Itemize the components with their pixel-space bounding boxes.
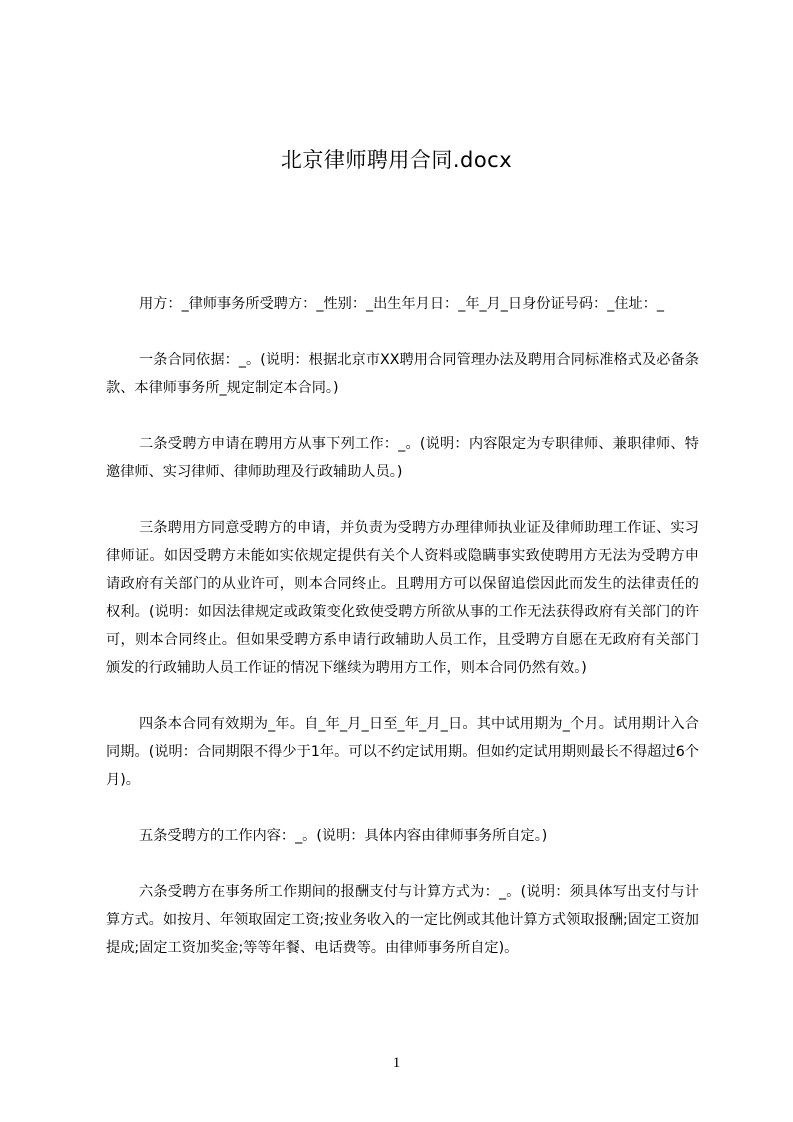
document-title: 北京律师聘用合同.docx — [280, 148, 513, 172]
paragraph-article-4: 四条本合同有效期为_年。自_年_月_日至_年_月_日。其中试用期为_个月。试用期计入合同期。(说明：合同期限不得少于1年。可以不约定试用期。但如约定试用期则最长不得超过6个月)。 — [106, 716, 699, 788]
paragraph-article-5: 五条受聘方的工作内容：_。(说明：具体内容由律师事务所自定。) — [139, 828, 548, 844]
paragraph-article-2: 二条受聘方申请在聘用方从事下列工作：_。(说明：内容限定为专职律师、兼职律师、特邀律师、实习律师、律师助理及行政辅助人员。) — [106, 436, 699, 480]
paragraph-parties: 用方：_律师事务所受聘方：_性别：_出生年月日：_年_月_日身份证号码：_住址：_ — [139, 296, 664, 312]
document-body — [106, 290, 699, 962]
paragraph-article-3: 三条聘用方同意受聘方的申请，并负责为受聘方办理律师执业证及律师助理工作证、实习律师证。如因受聘方未能如实依规定提供有关个人资料或隐瞒事实致使聘用方无法为受聘方申请政府有关部门的从业许可，则本合同终止。且聘用方可以保留追偿因此而发生的法律责任的权利。(说明：如因法律规定或政策变化致使受聘方所欲从事的工作无法获得政府有关部门的许可，则本合同终止。但如果受聘方系申请行政辅助人员工作，且受聘方自愿在无政府有关部门颁发的行政辅助人员工作证的情况下继续为聘用方工作，则本合同仍然有效。) — [106, 520, 699, 676]
page-number: 1 — [392, 1055, 401, 1071]
paragraph-article-1: 一条合同依据：_。(说明：根据北京市XX聘用合同管理办法及聘用合同标准格式及必备条款、本律师事务所_规定制定本合同。) — [106, 352, 699, 396]
paragraph-article-6: 六条受聘方在事务所工作期间的报酬支付与计算方式为：_。(说明：须具体写出支付与计算方式。如按月、年领取固定工资;按业务收入的一定比例或其他计算方式领取报酬;固定工资加提成;固定工资加奖金;等等年餐、电话费等。由律师事务所自定)。 — [106, 884, 699, 956]
